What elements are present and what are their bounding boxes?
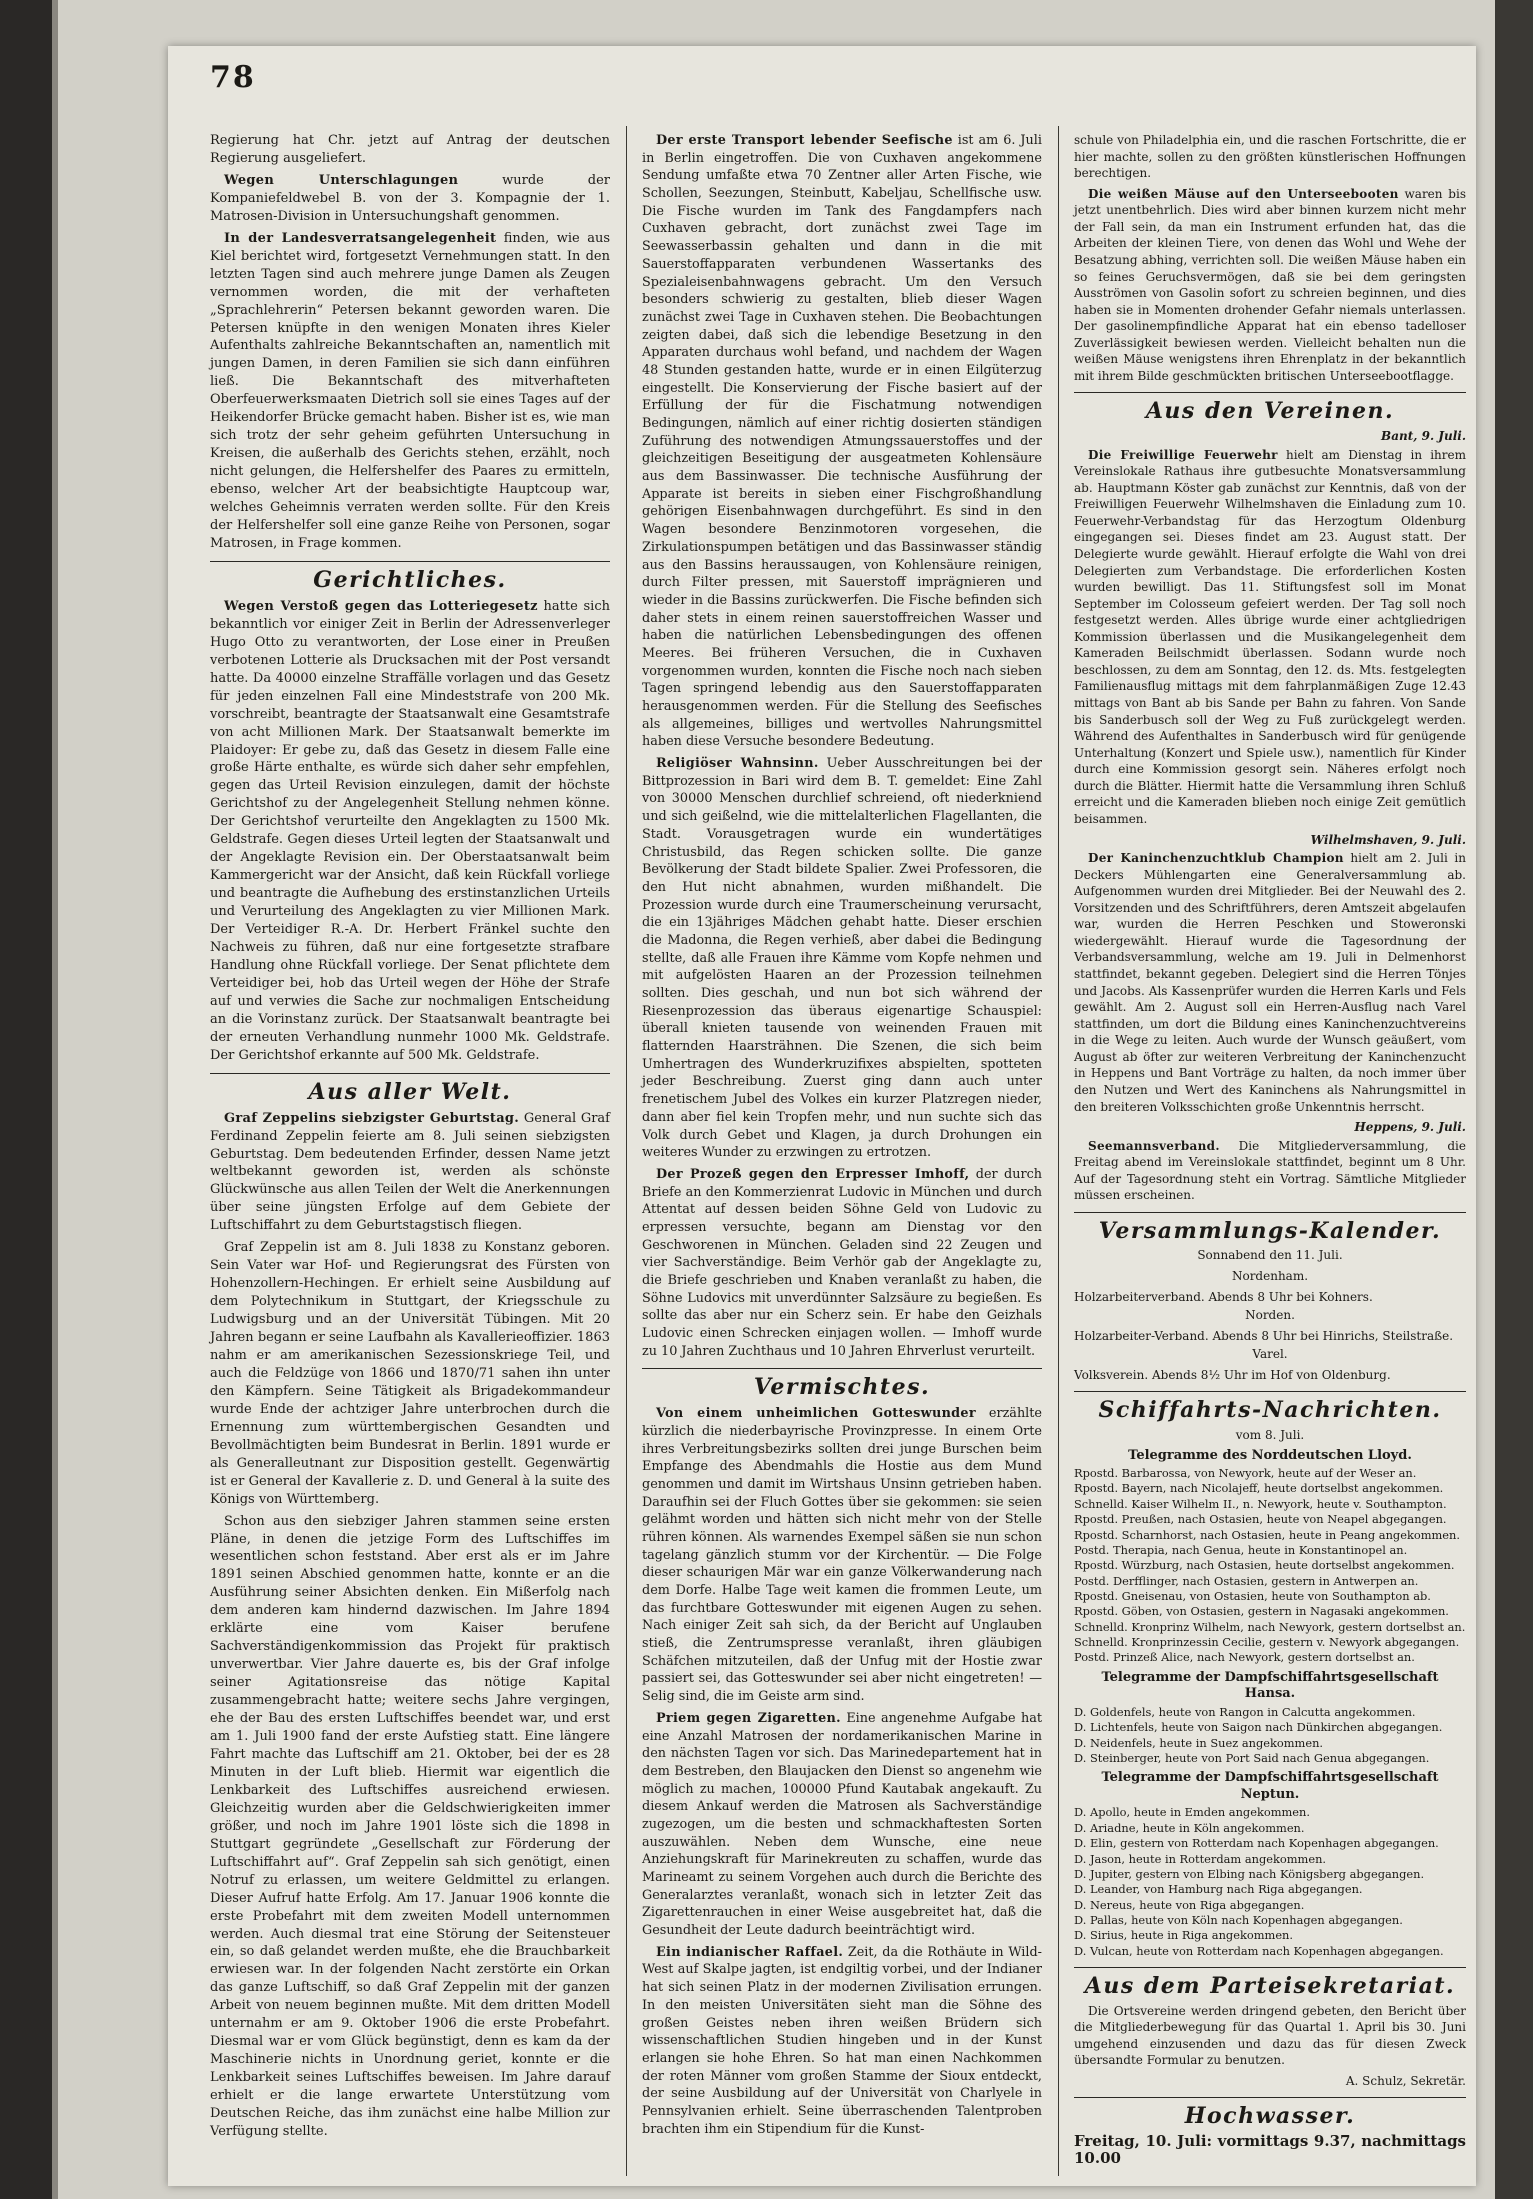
section-divider	[210, 1073, 610, 1074]
calendar-town: Nordenham.	[1231, 1269, 1309, 1283]
article-body: wurde der Kompaniefeldwebel B. von der 3. Kompagnie der 1. Matrosen-Division in Untersuchungshaft genommen.	[210, 172, 610, 224]
article-extradition-end: Regierung hat Chr. jetzt auf Antrag der deutschen Regierung ausgeliefert.	[210, 133, 610, 166]
article-body: General Graf Ferdinand Zeppelin feierte am 8. Juli seinen siebzigsten Geburtstag. Dem bedeutenden Erfinder, dessen Name jetzt weltbekannt geworden ist, werden als schönste Glückwünsche aus allen Teilen der Welt die Anerkennungen über seine jüngsten Erfolge auf dem Gebiete der Luftschiffahrt zu dem Geburtstagstisch fliegen.	[210, 1110, 610, 1234]
tide-times: Freitag, 10. Juli: vormittags 9.37, nachmittags 10.00	[1074, 2131, 1466, 2167]
shipping-entry: Schnelld. Kronprinzessin Cecilie, gestern v. Newyork abgegangen.	[1074, 1635, 1460, 1650]
article-lead: Priem gegen Zigaretten.	[656, 1710, 841, 1726]
section-heading-tide: Hochwasser.	[1184, 2103, 1356, 2130]
shipping-entry: D. Nereus, heute von Riga abgegangen.	[1074, 1897, 1305, 1912]
article-zeppelin-history: Schon aus den siebziger Jahren stammen seine ersten Pläne, in denen die jetzige Form des Luftschiffes im wesentlichen schon feststand. Aber erst als er im Jahre 1891 seinen Abschied genommen hatte, konnte er an die Ausführung seiner Absichten denken. Ein Mißerfolg nach dem anderen kam hindernd dazwischen. Im Jahre 1894 erklärte eine vom Kaiser berufene Sachverständigenkommission das Projekt für praktisch unverwertbar. Vier Jahre dauerte es, bis der Graf infolge seiner Agitationsreise das nötige Kapital zusammengebracht hatte; weitere sechs Jahre vergingen, ehe der Bau des ersten Luftschiffes beendet war, und erst am 1. Juli 1900 fand der erste Aufstieg statt. Eine längere Fahrt machte das Luftschiff am 21. Oktober, bei der es 28 Minuten in der Luft blieb. Hiermit war eigentlich die Lenkbarkeit des Luftschiffes ausreichend erwiesen. Gleichzeitig wurden aber die Geldschwierigkeiten immer größer, und noch im Jahre 1901 löste sich die 1898 in Stuttgart gegründete „Gesellschaft zur Förderung der Luftschiffahrt auf“. Graf Zeppelin sah sich genötigt, einen Notruf zu erlassen, um weitere Geldmittel zu erlangen. Dieser Aufruf hatte Erfolg. Am 17. Januar 1906 konnte die erste Probefahrt mit dem zweiten Modell unternommen werden. Auch diesmal trat eine Störung der Seitensteuer ein, so daß gelandet werden mußte, ehe die Brauchbarkeit erwiesen war. In der folgenden Nacht zerstörte ein Orkan das ganze Luftschiff, so daß Graf Zeppelin mit der ganzen Arbeit von neuem beginnen mußte. Mit dem dritten Modell unternahm er am 9. Oktober 1906 die erste Probefahrt. Diesmal war er vom Glück begünstigt, denn es kam da der Maschinerie nichts in Unordnung geriet, konnte er die Lenkbarkeit seines Luftschiffes beweisen. Im Jahre darauf erhielt er die lange erwartete Unterstützung vom Deutschen Reiche, das ihm zunächst eine halbe Million zur Verfügung stellte.	[210, 1513, 610, 2139]
section-heading-shipping: Schiffahrts-Nachrichten.	[1098, 1397, 1442, 1424]
article-body: Eine angenehme Aufgabe hat eine Anzahl Matrosen der nordamerikanischen Marine in den nächsten Tagen vor sich. Das Marinedepartement hat in dem Bestreben, den Blaujacken den Dienst so angenehm wie möglich zu machen, 100000 Pfund Kautabak angekauft. Zu diesem Ankauf werden die Matrosen als Sachverständige zugezogen, um die besten und schmackhaftesten Sorten auszuwählen. Neben dem Wunsche, eine neue Anziehungskraft für Marinekreuten zu schaffen, wurde das Marineamt zu seinem Vorgehen auch durch die Berichte des Generalarztes veranlaßt, wonach sich in letzter Zeit das Zigarettenrauchen in einer Weise ausgebreitet hat, daß die Gesundheit der Leute dadurch beeinträchtigt wird.	[642, 1710, 1042, 1939]
dateline: Bant, 9. Juli.	[1381, 429, 1466, 443]
shipping-entry: D. Jason, heute in Rotterdam angekommen.	[1074, 1851, 1327, 1866]
shipping-entry: D. Apollo, heute in Emden angekommen.	[1074, 1805, 1311, 1820]
column-3	[1074, 132, 1466, 2170]
calendar-town: Norden.	[1245, 1308, 1295, 1323]
shipping-entry: Rpostd. Gneisenau, von Ostasien, heute von Southampton ab.	[1074, 1588, 1431, 1603]
section-heading-calendar: Versammlungs-Kalender.	[1098, 1217, 1442, 1244]
neptun-list	[1074, 1805, 1466, 1959]
dateline: Heppens, 9. Juli.	[1354, 1120, 1466, 1135]
shipping-entry: Rpostd. Scharnhorst, nach Ostasien, heute in Peang angekommen.	[1074, 1527, 1461, 1542]
article-body: der durch Briefe an den Kommerzienrat Ludovic in München und durch Attentat auf dessen beiden Söhne Geld von Ludovic zu erpressen versuchte, begann am Dienstag vor den Geschworenen in München. Geladen sind 22 Zeugen und vier Sachverständige. Beim Verhör gab der Angeklagte zu, die Briefe geschrieben und Knaben veranlaßt zu haben, die Söhne Ludovics mit unverdünnter Salzsäure zu begießen. Es sollte das aber nur ein Scherz sein. Er habe den Geizhals Ludovic einen Schrecken einjagen wollen. — Imhoff wurde zu 10 Jahren Zuchthaus und 10 Jahren Ehrverlust verurteilt.	[642, 1166, 1042, 1359]
article-body: hielt am 2. Juli in Deckers Mühlengarten eine Generalversammlung ab. Aufgenommen wurden drei Mitglieder. Bei der Neuwahl des 2. Vorsitzenden und des Schriftführers, deren Amtszeit abgelaufen war, wurden die Herren Peschken und Stoweronski wiedergewählt. Hierauf wurde die Tagesordnung der Verbandsversammlung, welche am 19. Juli in Delmenhorst stattfindet, bekannt gegeben. Delegiert sind die Herren Tönjes und Jacobs. Als Kassenprüfer wurden die Herren Karls und Fels gewählt. Am 2. August soll ein Herren-Ausflug nach Varel stattfinden, um dort die Bildung eines Kaninchenzuchtvereins in die Wege zu leiten. Auch wurde der Wunsch geäußert, vom August ab öfter zur weiteren Verbreitung der Kaninchenzucht in Heppens und Bant Vorträge zu halten, da noch immer über den Nutzen und Wert des Kaninchens als Nahrungsmittel in den breiteren Volksschichten große Unkenntnis herrscht.	[1074, 851, 1466, 1114]
dateline: Wilhelmshaven, 9. Juli.	[1310, 832, 1466, 847]
telegram-heading-hansa: Telegramme der Dampfschiffahrtsgesellschaft Hansa.	[1101, 1669, 1439, 1702]
article-lead: Die weißen Mäuse auf den Unterseebooten	[1088, 186, 1399, 201]
article-raphael	[642, 1944, 1042, 2139]
article-religious-madness	[642, 755, 1042, 1162]
article-lead: Graf Zeppelins siebzigster Geburtstag.	[224, 1110, 520, 1126]
article-zeppelin	[210, 1110, 610, 1236]
book-binding-right	[1495, 0, 1533, 2199]
shipping-entry: D. Jupiter, gestern von Elbing nach Königsberg abgegangen.	[1074, 1866, 1425, 1881]
signature: A. Schulz, Sekretär.	[1345, 2073, 1466, 2088]
shipping-entry: Postd. Derfflinger, nach Ostasien, gestern in Antwerpen an.	[1074, 1573, 1419, 1588]
article-body: waren bis jetzt unentbehrlich. Dies wird aber binnen kurzem nicht mehr der Fall sein, da man ein Instrument erfunden hat, das die Arbeiten der kleinen Tiere, von denen das Wohl und Wehe der Besatzung abhing, verrichten soll. Die weißen Mäuse haben ein so feines Geruchsvermögen, daß sie bei dem geringsten Ausströmen von Gasolin sofort zu schreien beginnen, und dies haben sie in Momenten drohender Gefahr niemals unterlassen. Der gasolinempfindliche Apparat hat ein ebenso tadelloser Zuverlässigkeit bewiesen werden. Vielleicht behalten nun die weißen Mäuse wenigstens ihren Ehrenplatz in der bekanntlich mit ihrem Bilde geschmückten britischen Unterseebootflagge.	[1074, 186, 1466, 383]
article-miracle	[642, 1405, 1042, 1706]
article-lead: Der Prozeß gegen den Erpresser Imhoff,	[656, 1166, 970, 1182]
article-body: Ueber Ausschreitungen bei der Bittprozession in Bari wird dem B. T. gemeldet: Eine Zahl von 30000 Menschen durchlief schreiend, oft niederkniend und sich geißelnd, wie die mittelalterlichen Flagellanten, die Stadt. Vorausgetragen wurde ein wundertätiges Christusbild, das Regen schicken sollte. Die ganze Bevölkerung der Stadt bildete Spalier. Zwei Professoren, die den Hut nicht abnahmen, wurden mißhandelt. Die Prozession wurde durch eine Traumerscheinung verursacht, die ein 13jähriges Mädchen gehabt hatte. Dieser erschien die Madonna, die Regen verhieß, aber dabei die Bedingung stellte, daß alle Frauen ihre Kämme vom Kopfe nehmen und mit aufgelösten Haaren an der Prozession teilnehmen sollten. Dies geschah, und nun bot sich während der Riesenprozession das überaus eigenartige Schauspiel: überall knieten tausende von weinenden Frauen mit flatternden Haarsträhnen. Die Szenen, die sich beim Umhertragen des Wunderkruzifixes abspielten, spotteten jeder Beschreibung. Zuerst ging dann auch unter frenetischem Jubel des Volkes ein kurzer Platzregen nieder, dann aber fiel kein Tropfen mehr, und nun suchte sich das Volk durch Gebet und Klagen, ja durch Drohungen ein weiteres Wunder zu erzwingen zu ertrotzen.	[642, 756, 1042, 1161]
article-tobacco	[642, 1710, 1042, 1940]
article-zeppelin-bio: Graf Zeppelin ist am 8. Juli 1838 zu Konstanz geboren. Sein Vater war Hof- und Regierungsrat des Fürsten von Hohenzollern-Hechingen. Er erhielt seine Ausbildung auf dem Polytechnikum in Stuttgart, der Kriegsschule zu Ludwigsburg und an der Universität Tübingen. Mit 20 Jahren begann er seine Laufbahn als Kavallerieoffizier. 1863 nahm er am amerikanischen Sezessionskriege Teil, und auch die Feldzüge von 1866 und 1870/71 sahen ihn unter den Kämpfern. Seine Tätigkeit als Brigadekommandeur wurde Ende der achtziger Jahre unterbrochen durch die Ernennung zum württembergischen Gesandten und Bevollmächtigten beim Bundesrat in Berlin. 1891 wurde er als Generalleutnant zur Disposition gestellt. Gegenwärtig ist er General der Kavallerie z. D. und General à la suite des Königs von Württemberg.	[210, 1240, 610, 1507]
column-1	[210, 132, 610, 2145]
calendar-date: Sonnabend den 11. Juli.	[1197, 1248, 1343, 1263]
column-2	[642, 132, 1042, 2142]
article-lead: Religiöser Wahnsinn.	[656, 756, 819, 772]
calendar-town: Varel.	[1252, 1347, 1288, 1362]
book-spine	[52, 0, 58, 2199]
article-lead: Ein indianischer Raffael.	[656, 1944, 844, 1960]
shipping-entry: D. Ariadne, heute in Köln angekommen.	[1074, 1820, 1305, 1835]
article-treason	[210, 230, 610, 553]
article-white-mice	[1074, 186, 1466, 385]
section-divider	[1074, 1212, 1466, 1213]
shipping-entry: Rpostd. Würzburg, nach Ostasien, heute dortselbst angekommen.	[1074, 1558, 1455, 1573]
shipping-entry: D. Steinberger, heute von Port Said nach Genua abgegangen.	[1074, 1750, 1430, 1765]
article-imhoff-trial	[642, 1166, 1042, 1361]
article-embezzlement	[210, 172, 610, 226]
article-body: hatte sich bekanntlich vor einiger Zeit in Berlin der Adressenverleger Hugo Otto zu verantworten, der Lose einer in Preußen verbotenen Lotterie als Drucksachen mit der Post versandt hatte. Da 40000 einzelne Straffälle vorlagen und das Gesetz für jeden einzelnen Fall eine Mindeststrafe von 200 Mk. vorschreibt, beantragte der Staatsanwalt eine Gesamtstrafe von acht Millionen Mark. Der Staatsanwalt bemerkte im Plaidoyer: Er gebe zu, daß das Gesetz in diesem Falle eine große Härte enthalte, es würde sich daher sehr empfehlen, gegen das Urteil Revision einzulegen, damit der höchste Gerichtshof zu der Angelegenheit Stellung nehmen könne. Der Gerichtshof verurteilte den Angeklagten zu 1500 Mk. Geldstrafe. Gegen dieses Urteil legten der Staatsanwalt und der Angeklagte Revision ein. Der Oberstaatsanwalt beim Kammergericht war der Ansicht, daß kein Rückfall vorliege und beantragte die Aufhebung des erstinstanzlichen Urteils und Verurteilung des Angeklagten zu vier Millionen Mark. Der Verteidiger R.-A. Dr. Herbert Fränkel suchte den Nachweis zu führen, daß nur eine fortgesetzte strafbare Handlung ohne Rückfall vorliege. Der Senat pflichtete dem Verteidiger bei, hob das Urteil wegen der Höhe der Strafe auf und verwies die Sache zur nochmaligen Entscheidung an die Vorinstanz zurück. Der Staatsanwalt beantragte bei der erneuten Verhandlung nunmehr 1000 Mk. Geldstrafe. Der Gerichtshof erkannte auf 500 Mk. Geldstrafe.	[210, 598, 610, 1063]
shipping-entry: Postd. Therapia, nach Genua, heute in Konstantinopel an.	[1074, 1542, 1408, 1557]
section-divider	[1074, 1391, 1466, 1392]
article-body: ist am 6. Juli in Berlin eingetroffen. Die von Cuxhaven angekommene Sendung umfaßte etwa 70 Zentner aller Arten Fische, wie Schollen, Seezungen, Steinbutt, Kabeljau, Schellfische usw. Die Fische wurden im Tank des Fangdampfers nach Cuxhaven gebracht, dort zunächst zwei Tage im Seewasserbassin gehalten und dann in die mit Sauerstoffapparaten verbundenen Wassertanks des Spezialeisenbahnwagens gebracht. Um den Versuch besonders schwierig zu gestalten, blieb dieser Wagen zunächst zwei Tage in Cuxhaven stehen. Die Beobachtungen zeigten dabei, daß sich die lebendige Besetzung in den Apparaten durchaus wohl befand, und nachdem der Wagen 48 Stunden gestanden hatte, wurde er in einen Eilgüterzug eingestellt. Die Konservierung der Fische basiert auf der Erfüllung der für die Fischatmung notwendigen Bedingungen, nämlich auf einer richtig dosierten ständigen Zuführung des notwendigen Atmungssauerstoffes und der gleichzeitigen Beseitigung der ausgeatmeten Kohlensäure aus dem Bassinwasser. Die technische Ausführung der Apparate ist bereits in sieben einer Fischgroßhandlung gehörigen Eisenbahnwagen durchgeführt. Es sind in den Wagen besondere Benzinmotoren vorgesehen, die Zirkulationspumpen betätigen und das Bassinwasser ständig aus den Bassins heraussaugen, von Kohlensäure reinigen, durch Filter pressen, mit Sauerstoff imprägnieren und wieder in die Bassins zurückwerfen. Die Fische befinden sich daher stets in einem reinen sauerstoffreichen Wasser und haben die natürlichen Lebensbedingungen des offenen Meeres. Bei früheren Versuchen, die in Cuxhaven vorgenommen wurden, konnten die Fische noch nach sieben Tagen springend lebendig aus den Sauerstoffapparaten herausgenommen werden. Für die Stellung des Seefisches als allgemeines, billiges und wertvolles Nahrungsmittel haben diese Versuche besondere Bedeutung.	[642, 133, 1042, 750]
section-heading-party: Aus dem Parteisekretariat.	[1084, 1973, 1456, 2000]
shipping-entry: D. Elin, gestern von Rotterdam nach Kopenhagen abgegangen.	[1074, 1836, 1439, 1851]
book-binding-left	[0, 0, 52, 2199]
article-seafish	[642, 132, 1042, 751]
article-lead: In der Landesverratsangelegenheit	[224, 230, 497, 246]
article-rabbit-club	[1074, 850, 1466, 1115]
shipping-entry: Rpostd. Göben, von Ostasien, gestern in Nagasaki angekommen.	[1074, 1604, 1449, 1619]
article-raphael-end: schule von Philadelphia ein, und die raschen Fortschritte, die er hier machte, sollen zu den größten künstlerischen Hoffnungen berechtigen.	[1074, 133, 1466, 181]
shipping-entry: Rpostd. Barbarossa, von Newyork, heute auf der Weser an.	[1074, 1466, 1417, 1481]
shipping-entry: D. Goldenfels, heute von Rangon in Calcutta angekommen.	[1074, 1704, 1416, 1719]
article-lottery	[210, 598, 610, 1065]
shipping-entry: D. Neidenfels, heute in Suez angekommen.	[1074, 1735, 1324, 1750]
shipping-entry: Schnelld. Kronprinz Wilhelm, nach Newyork, gestern dortselbst an.	[1074, 1619, 1466, 1634]
shipping-entry: D. Vulcan, heute von Rotterdam nach Kopenhagen abgegangen.	[1074, 1943, 1444, 1958]
section-divider	[1074, 1967, 1466, 1968]
shipping-entry: D. Pallas, heute von Köln nach Kopenhagen abgegangen.	[1074, 1912, 1403, 1927]
shipping-entry: Rpostd. Preußen, nach Ostasien, heute von Neapel abgegangen.	[1074, 1512, 1447, 1527]
article-lead: Wegen Verstoß gegen das Lotteriegesetz	[224, 598, 538, 614]
article-body: Die Mitgliederversammlung, die Freitag abend im Vereinslokale stattfindet, beginnt um 8 Uhr. Auf der Tagesordnung steht ein Vortrag. Sämtliche Mitglieder müssen erscheinen.	[1074, 1138, 1466, 1203]
article-body: finden, wie aus Kiel berichtet wird, fortgesetzt Vernehmungen statt. In den letzten Tagen sind auch mehrere junge Damen als Zeugen vernommen worden, die mit der verhafteten „Sprachlehrerin“ Petersen bekannt geworden waren. Die Petersen knüpfte in den wenigen Monaten ihres Kieler Aufenthalts zahlreiche Bekanntschaften an, namentlich mit jungen Damen, in deren Familien sie sich dann einführen ließ. Die Bekanntschaft des mitverhafteten Oberfeuerwerksmaaten Dietrich soll sie eines Tages auf der Heikendorfer Brücke gemacht haben. Bisher ist es, wie man sich trotz der sehr geheim geführten Untersuchung in Kreisen, die außerhalb des Gerichts stehen, erzählt, noch nicht gelungen, die Helfershelfer des Paares zu ermitteln, ebenso, welcher Art der beabsichtigte Hauptcoup war, welches Geheimnis verraten werden sollte. Für den Kreis der Helfershelfer soll eine ganze Reihe von Personen, sogar Matrosen, in Frage kommen.	[210, 230, 611, 551]
article-lead: Wegen Unterschlagungen	[224, 172, 459, 188]
section-heading-world: Aus aller Welt.	[308, 1078, 512, 1105]
article-body: erzählte kürzlich die niederbayrische Provinzpresse. In einem Orte ihres Verbreitungsbezirks sollten drei junge Burschen beim Empfange des Abendmahls die Hostie aus dem Mund genommen und damit im Wirtshaus Unsinn getrieben haben. Daraufhin sei der Fluch Gottes über sie gekommen: sie seien gelähmt worden und hätten sich nicht mehr von der Stelle rühren können. Als warnendes Exempel säßen sie nun schon tagelang gänzlich stumm vor der Kirchentür. — Die Folge dieser schaurigen Mär war ein ganze Völkerwanderung nach dem Dorfe. Halbe Tage weit kamen die frommen Leute, um das furchtbare Gotteswunder mit eigenen Augen zu sehen. Nach einiger Zeit sah sich, da der Bericht auf Unglauben stieß, die Zentrumspresse veranlaßt, ihren gläubigen Schäfchen mitzuteilen, daß der Unfug mit der Hostie zwar passiert sei, das Gotteswunder sei aber nicht eingetreten! — Selig sind, die im Geiste arm sind.	[642, 1406, 1042, 1705]
telegram-heading-lloyd: Telegramme des Norddeutschen Lloyd.	[1128, 1447, 1412, 1463]
article-body: hielt am Dienstag in ihrem Vereinslokale Rathaus ihre gutbesuchte Monatsversammlung ab. Hauptmann Köster gab zunächst zur Kenntnis, daß von der Freiwilligen Feuerwehr Wilhelmshaven die Einladung zum 10. Feuerwehr-Verbandstag für das Herzogtum Oldenburg eingegangen sei. Dieses findet am 23. August statt. Der Delegierte wurde gewählt. Hierauf erfolgte die Wahl von drei Delegierten zum Verbandstage. Die erforderlichen Kosten wurden bewilligt. Das 11. Stiftungsfest soll im Monat September im Colosseum gefeiert werden. Der Tag soll noch festgesetzt werden. Alles übrige wurde einer achtgliedrigen Kommission überlassen und die Musikangelegenheit dem Kameraden Beilschmidt überlassen. Sodann wurde noch beschlossen, zu dem am Sonntag, den 12. ds. Mts. festgelegten Familienausflug mittags mit dem fahrplanmäßigen Zuge 12.43 mittags von Bant ab bis Sande per Bahn zu fahren. Von Sande bis Sanderbusch soll der Weg zu Fuß zurückgelegt werden. Während des Aufenthaltes in Sanderbusch wird für genügende Unterhaltung (Konzert und Spiele usw.), namentlich für Kinder durch eine Kommission gesorgt sein. Näheres erfolgt noch durch die Blätter. Hiermit hatte die Versammlung ihren Schluß erreicht und die Kameraden blieben noch einige Zeit gemütlich beisammen.	[1074, 447, 1467, 826]
article-lead: Von einem unheimlichen Gotteswunder	[656, 1406, 976, 1422]
section-divider	[210, 561, 610, 562]
newspaper-page	[168, 46, 1476, 2186]
article-lead: Die Freiwillige Feuerwehr	[1088, 447, 1278, 462]
article-fire-brigade	[1074, 447, 1466, 828]
shipping-entry: D. Lichtenfels, heute von Saigon nach Dünkirchen abgegangen.	[1074, 1720, 1443, 1735]
article-lead: Seemannsverband.	[1088, 1138, 1220, 1153]
section-heading-misc: Vermischtes.	[753, 1374, 931, 1401]
section-divider	[1074, 2097, 1466, 2098]
hansa-list	[1074, 1705, 1466, 1766]
shipping-date: vom 8. Juli.	[1235, 1427, 1305, 1442]
article-lead: Der Kaninchenzuchtklub Champion	[1088, 851, 1344, 866]
telegram-heading-neptun: Telegramme der Dampfschiffahrtsgesellschaft Neptun.	[1101, 1770, 1439, 1802]
page-number: 78	[210, 60, 256, 95]
lloyd-list	[1074, 1466, 1466, 1666]
section-heading-court: Gerichtliches.	[313, 566, 507, 593]
shipping-entry: D. Leander, von Hamburg nach Riga abgegangen.	[1074, 1882, 1363, 1897]
column-rule-1	[626, 126, 627, 2176]
article-party-notice: Die Ortsvereine werden dringend gebeten, den Bericht über die Mitgliederbewegung für das Quartal 1. April bis 30. Juni umgehend einzusenden und dazu das für diesen Zweck übersandte Formular zu benutzen.	[1074, 2003, 1466, 2068]
section-divider	[1074, 392, 1466, 393]
article-body: Zeit, da die Rothäute in Wild-West auf Skalpe jagten, ist endgiltig vorbei, und der Indianer hat sich seinen Platz in der modernen Zivilisation errungen. In den meisten Universitäten sieht man die Söhne des großen Geistes neben ihren weißen Brüdern sich wissenschaftlichen Studien hingeben und in der Kunst erlangen sie hohe Ehren. So hat man einen Nachkommen der roten Männer vom großen Stamme der Sioux entdeckt, der seine Ausbildung auf der Universität von Charlyele in Pennsylvanien erhielt. Seine überraschenden Talentproben brachten ihm ein Stipendium für die Kunst-	[642, 1944, 1042, 2137]
calendar-entry: Holzarbeiterverband. Abends 8 Uhr bei Kohners.	[1074, 1289, 1373, 1304]
article-lead: Der erste Transport lebender Seefische	[656, 133, 953, 148]
shipping-entry: Rpostd. Bayern, nach Nicolajeff, heute dortselbst angekommen.	[1074, 1481, 1444, 1496]
column-rule-2	[1058, 126, 1059, 2176]
article-seamen	[1074, 1138, 1466, 1204]
calendar-entry: Holzarbeiter-Verband. Abends 8 Uhr bei Hinrichs, Steilstraße.	[1074, 1328, 1454, 1343]
shipping-entry: D. Sirius, heute in Riga angekommen.	[1074, 1928, 1294, 1943]
shipping-entry: Postd. Prinzeß Alice, nach Newyork, gestern dortselbst an.	[1074, 1650, 1415, 1665]
section-divider	[642, 1368, 1042, 1369]
calendar-entry: Volksverein. Abends 8½ Uhr im Hof von Oldenburg.	[1074, 1367, 1391, 1382]
section-heading-clubs: Aus den Vereinen.	[1145, 398, 1395, 425]
shipping-entry: Schnelld. Kaiser Wilhelm II., n. Newyork, heute v. Southampton.	[1074, 1496, 1447, 1511]
